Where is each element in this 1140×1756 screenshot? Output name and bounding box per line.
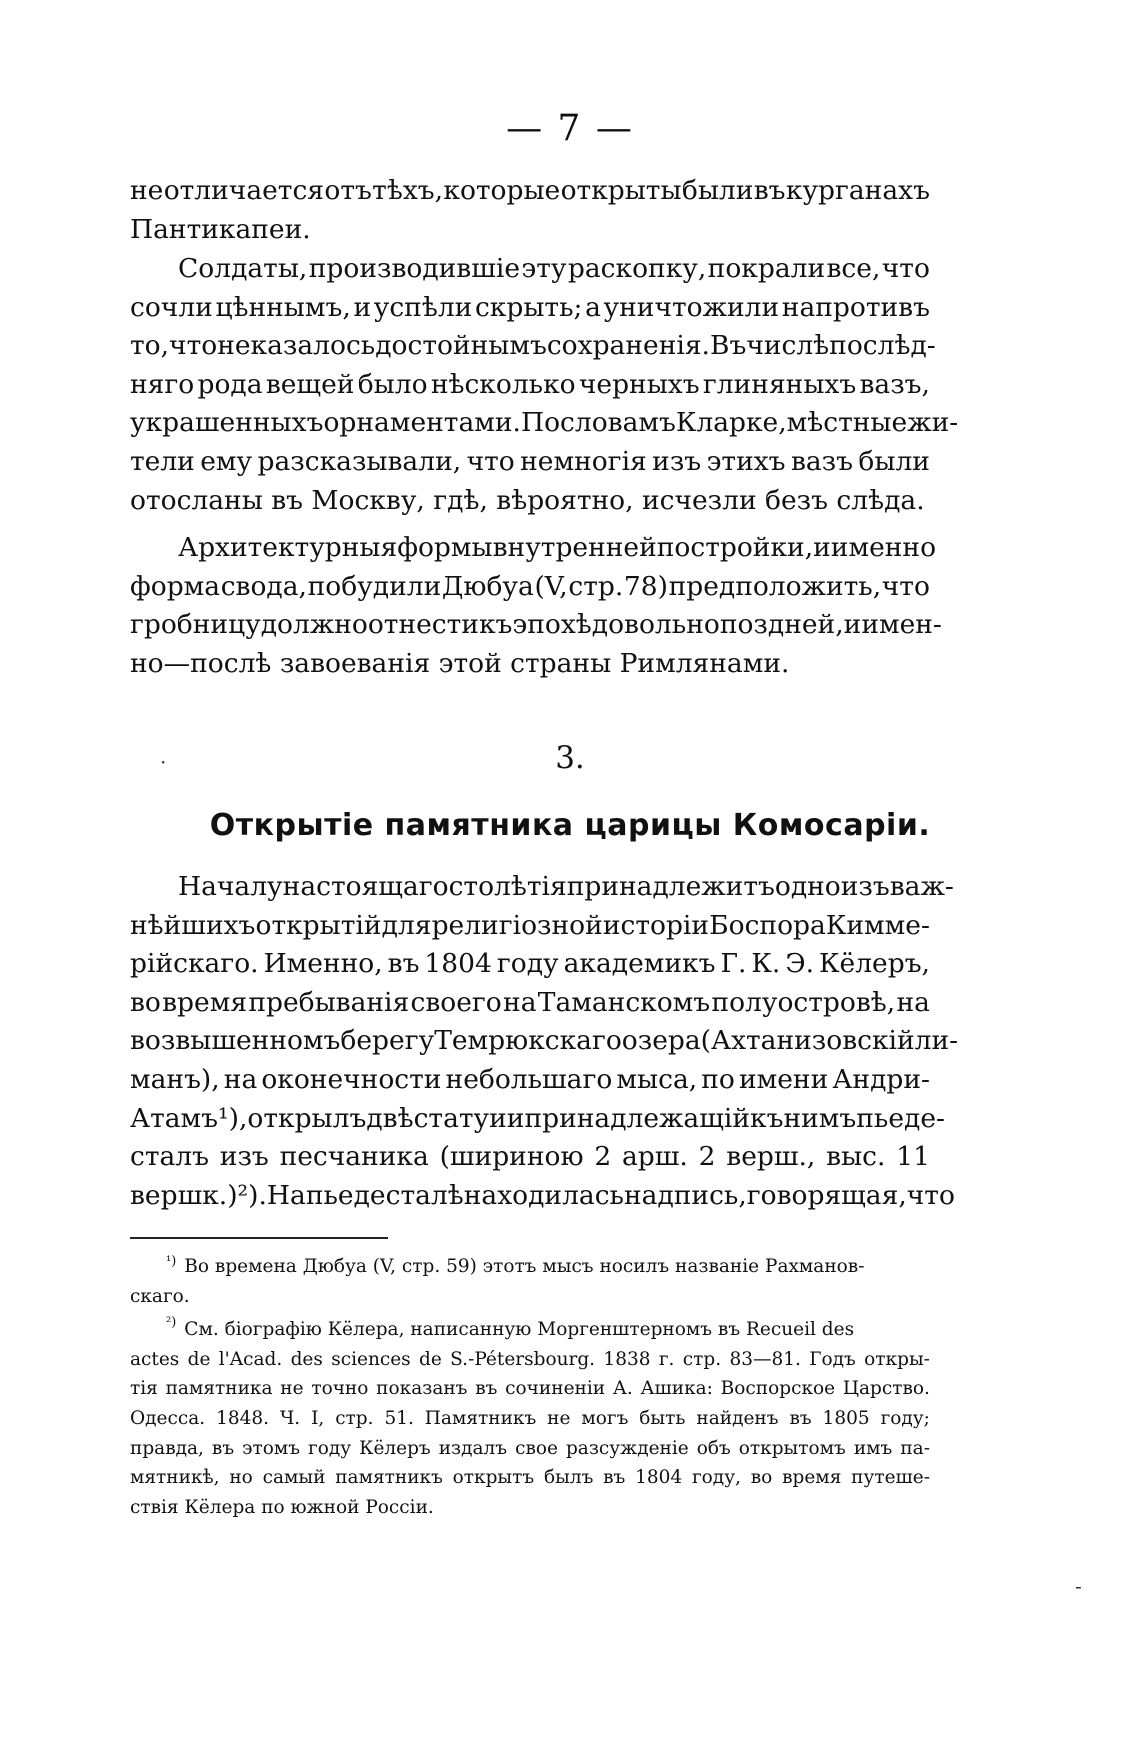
word: своего <box>410 986 502 1018</box>
word: Кимме- <box>825 909 930 941</box>
word: не <box>130 175 164 206</box>
word: Боспора <box>709 909 826 941</box>
word: форма <box>130 570 221 602</box>
word: г. <box>658 1348 675 1370</box>
word: 1838 <box>603 1348 651 1370</box>
word: пьеде- <box>856 1102 945 1134</box>
scan-speck: - <box>1075 1574 1082 1598</box>
word: найденъ <box>696 1407 779 1429</box>
word: А. <box>612 1378 633 1400</box>
word: успѣли <box>373 291 473 323</box>
word: одно <box>774 871 841 902</box>
text-line <box>130 443 930 482</box>
word: Памятникъ <box>424 1407 537 1429</box>
word: свое <box>515 1437 558 1459</box>
text-line <box>130 529 937 568</box>
word: открытъ <box>452 1467 535 1489</box>
word: уничтожили <box>603 291 780 323</box>
word: предположить, <box>668 570 882 602</box>
word: S.-Pétersbourg. <box>450 1348 596 1370</box>
word: берегу <box>340 1025 435 1057</box>
word: были <box>681 175 754 206</box>
word: разсужденіе <box>565 1437 689 1459</box>
word: настоящаго <box>282 871 449 902</box>
text-line <box>130 366 930 405</box>
word: вазъ <box>790 445 853 477</box>
word: именно <box>830 532 937 563</box>
word: нѣсколько <box>430 368 576 400</box>
word: Именно, <box>263 948 383 980</box>
word: 83—81. <box>729 1348 801 1370</box>
word: курганахъ <box>785 175 930 206</box>
word: немногія <box>520 445 647 477</box>
text-line <box>130 327 936 366</box>
word: году <box>496 948 559 980</box>
word: На <box>266 1179 306 1211</box>
text-line <box>130 172 930 211</box>
word: раскопку, <box>567 253 707 284</box>
word: Таманскомъ <box>537 986 711 1018</box>
word: къ <box>750 1102 784 1134</box>
word: былъ <box>543 1467 594 1489</box>
text-line <box>130 984 930 1023</box>
word: Э. <box>785 948 815 980</box>
word: должно <box>260 609 368 641</box>
word: скрыть; <box>474 291 583 323</box>
word: (шириною <box>439 1141 584 1173</box>
word: поздней, <box>719 609 844 641</box>
word: побудили <box>307 570 442 602</box>
word: de <box>187 1348 211 1370</box>
section-number: 3. <box>555 740 585 776</box>
word: на <box>223 1063 258 1095</box>
text-line <box>130 404 959 443</box>
word: оконечности <box>261 1063 442 1095</box>
word: правда, <box>130 1437 204 1459</box>
paragraph-continued <box>130 172 930 249</box>
word: быть <box>639 1407 686 1429</box>
word: Воспорское <box>720 1378 836 1400</box>
word: стр. <box>335 1407 374 1429</box>
word: находилась <box>463 1179 624 1211</box>
word: (V, <box>534 570 568 602</box>
word: тели <box>130 445 195 477</box>
word: объ <box>696 1437 731 1459</box>
word: статуи <box>413 1102 507 1134</box>
word: изъ <box>219 1141 269 1173</box>
word: вазъ, <box>859 368 930 400</box>
word: къ <box>478 609 513 641</box>
word: а <box>585 291 601 323</box>
word: черныхъ <box>578 368 700 400</box>
word: сохраненія. <box>546 330 710 362</box>
word: словамъ <box>560 407 676 439</box>
word: для <box>381 909 432 941</box>
word: К. <box>751 948 781 980</box>
word: и <box>843 609 862 641</box>
word: имен- <box>861 609 942 641</box>
word: тѣхъ, <box>372 175 444 206</box>
word: во <box>130 986 161 1018</box>
word: Темрюкскаго <box>434 1025 622 1057</box>
word: вещей <box>265 368 355 400</box>
word: пьедесталѣ <box>305 1179 464 1211</box>
word: въ <box>603 1467 626 1489</box>
word: нѣйшихъ <box>130 909 256 941</box>
word: вершк.) <box>130 1179 238 1211</box>
word: Солдаты, <box>178 253 308 284</box>
word: двѣ <box>366 1102 414 1134</box>
word: могъ <box>581 1407 629 1429</box>
footnote-2-mark: ²) <box>166 1315 177 1331</box>
word: 1804 <box>424 948 492 980</box>
word: сочиненіи <box>505 1378 606 1400</box>
word: что <box>466 445 515 477</box>
text-line <box>130 1138 930 1177</box>
text-line <box>130 606 942 645</box>
word: Андри- <box>832 1063 930 1095</box>
word: на <box>503 986 537 1018</box>
word: арш. <box>622 1141 688 1173</box>
scan-speck: · <box>160 750 167 774</box>
word: издалъ <box>438 1437 508 1459</box>
text-line <box>130 568 930 607</box>
footnote-2-text: См. біографію Кёлера, написанную Моргенштерномъ въ Recueil des <box>184 1319 855 1341</box>
word: точно <box>311 1378 369 1400</box>
word: выс. <box>826 1141 886 1173</box>
paragraph-soldiers <box>130 250 959 520</box>
footnote-1-line <box>130 1252 930 1282</box>
word: время <box>782 1467 842 1489</box>
word: изъ <box>840 871 890 902</box>
word: путеше- <box>851 1467 930 1489</box>
word: Кёлеръ <box>359 1437 431 1459</box>
word: внутренней <box>492 532 657 563</box>
word: Ч. <box>279 1407 301 1429</box>
word: формы <box>397 532 493 563</box>
text-line <box>130 1022 959 1061</box>
word: пребыванія <box>248 986 410 1018</box>
word: верш., <box>726 1141 816 1173</box>
word: что <box>906 1179 955 1211</box>
word: показанъ <box>376 1378 468 1400</box>
word: 2 <box>698 1141 716 1173</box>
word: нимъ <box>783 1102 857 1134</box>
word: Атамъ <box>130 1102 219 1134</box>
word: и <box>353 291 372 323</box>
word: имени <box>738 1063 829 1095</box>
word: украшенныхъ <box>130 407 324 439</box>
word: 2 <box>594 1141 612 1173</box>
word: разсказывали, <box>257 445 462 477</box>
word: Дюбуа <box>441 570 534 602</box>
word: казалось <box>250 330 376 362</box>
word: говорящая, <box>746 1179 907 1211</box>
word: въ <box>789 1407 812 1429</box>
word: отличается <box>163 175 325 206</box>
word: по <box>701 1063 735 1095</box>
paragraph-architecture <box>130 529 942 683</box>
word: Началу <box>178 871 283 902</box>
word: Кларке, <box>675 407 787 439</box>
word: 1804 <box>635 1467 683 1489</box>
word: достойнымъ <box>375 330 547 362</box>
text-line <box>130 250 930 289</box>
word: рійскаго. <box>130 948 259 980</box>
section-title: Открытіе памятника царицы Комосаріи. <box>209 808 931 843</box>
word: l'Acad. <box>218 1348 283 1370</box>
word: напротивъ <box>781 291 930 323</box>
word: Архитектурныя <box>178 532 398 563</box>
text-line <box>130 907 930 946</box>
word: 51. <box>384 1407 414 1429</box>
word: въ <box>753 175 786 206</box>
word: исторіи <box>602 909 710 941</box>
word: цѣннымъ, <box>215 291 351 323</box>
word: эту <box>521 253 567 284</box>
word: свода, <box>220 570 307 602</box>
word: постройки, <box>656 532 814 563</box>
footnotes <box>130 1252 930 1522</box>
word: песчаника <box>279 1141 429 1173</box>
word: манъ), <box>130 1063 220 1095</box>
page-number: — 7 — <box>506 108 634 149</box>
word: стр. <box>568 570 624 602</box>
word: actes <box>130 1348 180 1370</box>
word: озера <box>621 1025 701 1057</box>
word: принадлежитъ <box>566 871 775 902</box>
word: Царство. <box>842 1378 930 1400</box>
footnote-2-line <box>130 1463 930 1493</box>
word: не <box>280 1378 304 1400</box>
word: этомъ <box>242 1437 301 1459</box>
word: въ <box>211 1437 235 1459</box>
word: и <box>813 532 831 563</box>
word: которые <box>443 175 561 206</box>
word: послѣд- <box>829 330 936 362</box>
text-line: отосланы въ Москву, гдѣ, вѣроятно, исчезли безъ слѣда. <box>130 484 925 516</box>
word: мятникѣ, <box>130 1467 220 1489</box>
footnote-1-text: Во времена Дюбуа (V, стр. 59) этотъ мысъ носилъ названіе Рахманов- <box>184 1256 865 1277</box>
word: тія <box>130 1378 158 1400</box>
text-line <box>130 289 930 328</box>
footnote-2-line <box>130 1345 930 1375</box>
text-line <box>130 1177 955 1216</box>
footnote-2-line <box>130 1404 930 1434</box>
word: было <box>357 368 428 400</box>
word: году <box>308 1437 352 1459</box>
word: орнаментами. <box>323 407 521 439</box>
text-line: но—послѣ завоеванія этой страны Римлянами. <box>130 647 790 679</box>
text-line <box>130 1100 945 1139</box>
word: имъ <box>853 1437 893 1459</box>
word: sciences <box>331 1348 411 1370</box>
word: Одесса. <box>130 1407 206 1429</box>
word: Г. <box>720 948 747 980</box>
word: въ <box>475 1378 498 1400</box>
word: изъ <box>652 445 702 477</box>
word: покрали <box>707 253 826 284</box>
word: открыты <box>560 175 682 206</box>
word: не <box>547 1407 571 1429</box>
word: глиняныхъ <box>702 368 857 400</box>
word: важ- <box>889 871 954 902</box>
word: и <box>506 1102 525 1134</box>
text-line <box>130 1061 930 1100</box>
word: году, <box>691 1467 741 1489</box>
word: что <box>169 330 218 362</box>
word: гробницу <box>130 609 261 641</box>
word: ли- <box>914 1025 959 1057</box>
word: довольно <box>591 609 720 641</box>
word: въ <box>387 948 420 980</box>
word: году; <box>880 1407 930 1429</box>
word: возвышенномъ <box>130 1025 341 1057</box>
word: I, <box>311 1407 325 1429</box>
footnote-1-mark: ¹) <box>166 1254 177 1269</box>
word: стр. <box>682 1348 722 1370</box>
text-line <box>130 868 954 907</box>
word: производившіе <box>308 253 521 284</box>
word: академикъ <box>563 948 716 980</box>
word: памятника <box>165 1378 273 1400</box>
word: что <box>881 253 930 284</box>
word: Годъ <box>809 1348 856 1370</box>
word: все, <box>826 253 881 284</box>
word: рода <box>197 368 263 400</box>
word: мѣстные <box>786 407 908 439</box>
word: памятникъ <box>335 1467 443 1489</box>
text-line: Пантикапеи. <box>130 213 311 245</box>
word: мыса, <box>616 1063 698 1095</box>
word: открытій <box>255 909 382 941</box>
word: открытомъ <box>738 1437 846 1459</box>
word: то, <box>130 330 170 362</box>
word: полуостровѣ, <box>711 986 896 1018</box>
word: религіозной <box>431 909 603 941</box>
word: небольшаго <box>445 1063 613 1095</box>
word: ²). <box>237 1179 267 1211</box>
word: эпохѣ <box>512 609 592 641</box>
word: (Ахтанизовскій <box>700 1025 915 1057</box>
word: 1848. <box>216 1407 270 1429</box>
word: время <box>162 986 248 1018</box>
word: во <box>750 1467 773 1489</box>
word: 11 <box>896 1141 930 1173</box>
word: 1805 <box>822 1407 870 1429</box>
word: отъ <box>324 175 372 206</box>
footnote-2-line <box>130 1374 930 1404</box>
word: надпись, <box>623 1179 747 1211</box>
footnote-2-line <box>130 1315 930 1345</box>
word: что <box>881 570 930 602</box>
word: няго <box>130 368 195 400</box>
word: сталъ <box>130 1141 209 1173</box>
paragraph-discovery <box>130 868 959 1215</box>
word: этихъ <box>706 445 786 477</box>
word: По <box>520 407 561 439</box>
footnote-separator <box>130 1237 388 1239</box>
footnote-2-line: ствія Кёлера по южной Россіи. <box>130 1496 434 1518</box>
word: сочли <box>130 291 213 323</box>
word: de <box>419 1348 442 1370</box>
word: откры- <box>864 1348 930 1370</box>
word: на <box>896 986 930 1018</box>
word: принадлежащій <box>524 1102 750 1134</box>
word: отнести <box>367 609 479 641</box>
word: des <box>290 1348 323 1370</box>
word: па- <box>900 1437 930 1459</box>
word: Кёлеръ, <box>819 948 930 980</box>
word: самый <box>262 1467 326 1489</box>
text-line <box>130 945 930 984</box>
word: не <box>217 330 251 362</box>
word: были <box>858 445 930 477</box>
word: числѣ <box>746 330 830 362</box>
word: столѣтія <box>448 871 567 902</box>
word: Въ <box>709 330 747 362</box>
word: жи- <box>907 407 959 439</box>
word: 78) <box>623 570 668 602</box>
word: открылъ <box>247 1102 367 1134</box>
footnote-1-line: скаго. <box>130 1285 190 1307</box>
word: ¹), <box>218 1102 248 1134</box>
word: Ашика: <box>640 1378 713 1400</box>
footnote-2-line <box>130 1434 930 1464</box>
word: но <box>229 1467 253 1489</box>
word: ему <box>200 445 253 477</box>
